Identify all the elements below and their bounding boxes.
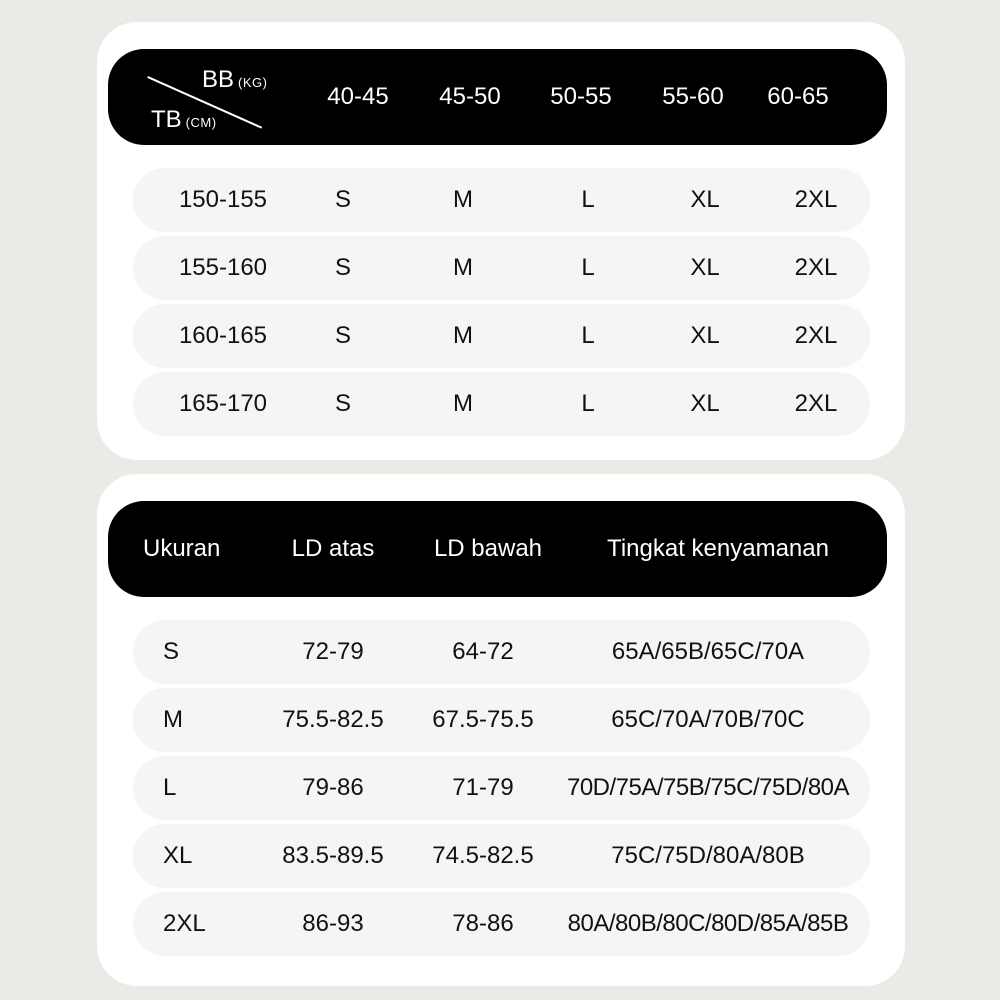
size-chart-card — [97, 22, 905, 460]
measurement-chart-header — [108, 501, 887, 597]
size-cell: XL — [690, 254, 720, 281]
height-range-cell: 155-160 — [178, 254, 268, 281]
size-cell: S — [334, 254, 351, 281]
height-axis-label — [151, 105, 217, 138]
size-cell: M — [453, 186, 473, 213]
lower-chest-cell: 78-86 — [452, 910, 514, 937]
size-cell: 2XL — [794, 322, 838, 349]
size-cell: S — [334, 322, 351, 349]
lower-chest-cell: 67.5-75.5 — [432, 706, 534, 733]
comfort-level-cell: 65A/65B/65C/70A — [611, 638, 805, 665]
size-chart-header — [108, 49, 887, 145]
size-cell: M — [453, 390, 473, 417]
table-row — [133, 168, 870, 232]
size-cell: S — [163, 638, 180, 665]
size-cell: XL — [690, 322, 720, 349]
comfort-level-cell: 65C/70A/70B/70C — [611, 706, 805, 733]
size-cell: XL — [163, 842, 193, 869]
corner-header-cell — [108, 49, 278, 145]
size-cell: L — [581, 390, 595, 417]
comfort-level-cell: 80A/80B/80C/80D/85A/85B — [567, 910, 849, 937]
lower-chest-cell: 74.5-82.5 — [432, 842, 534, 869]
size-cell: S — [334, 390, 351, 417]
height-range-cell: 150-155 — [178, 186, 268, 213]
weight-axis-label — [202, 65, 267, 98]
size-cell: M — [163, 706, 183, 733]
size-cell: L — [581, 322, 595, 349]
weight-column-header: 40-45 — [327, 83, 389, 110]
upper-chest-cell: 86-93 — [302, 910, 364, 937]
table-row — [133, 620, 870, 684]
column-header-upper-chest: LD atas — [291, 535, 375, 562]
weight-column-header: 45-50 — [439, 83, 501, 110]
size-cell: L — [163, 774, 177, 801]
table-row — [133, 304, 870, 368]
height-range-cell: 160-165 — [178, 322, 268, 349]
measurement-chart-card — [97, 474, 905, 986]
height-range-cell: 165-170 — [178, 390, 268, 417]
weight-unit: (KG) — [238, 75, 268, 90]
upper-chest-cell: 79-86 — [302, 774, 364, 801]
table-row — [133, 688, 870, 752]
size-cell: L — [581, 186, 595, 213]
table-row — [133, 824, 870, 888]
size-cell: XL — [690, 186, 720, 213]
comfort-level-cell: 75C/75D/80A/80B — [611, 842, 805, 869]
comfort-level-cell: 70D/75A/75B/75C/75D/80A — [566, 774, 850, 801]
height-label: TB — [151, 106, 182, 133]
size-cell: M — [453, 254, 473, 281]
weight-column-header: 55-60 — [662, 83, 724, 110]
table-row — [133, 756, 870, 820]
weight-column-header: 60-65 — [767, 83, 829, 110]
table-row — [133, 372, 870, 436]
size-cell: 2XL — [794, 186, 838, 213]
weight-label: BB — [202, 66, 235, 93]
size-cell: M — [453, 322, 473, 349]
column-header-lower-chest: LD bawah — [433, 535, 543, 562]
weight-column-header: 50-55 — [550, 83, 612, 110]
size-cell: 2XL — [794, 254, 838, 281]
table-row — [133, 892, 870, 956]
lower-chest-cell: 64-72 — [452, 638, 514, 665]
size-cell: S — [334, 186, 351, 213]
size-cell: XL — [690, 390, 720, 417]
column-header-comfort-level: Tingkat kenyamanan — [607, 535, 829, 562]
height-unit: (CM) — [185, 115, 217, 130]
size-cell: 2XL — [163, 910, 206, 937]
table-row — [133, 236, 870, 300]
column-header-size: Ukuran — [143, 535, 221, 562]
upper-chest-cell: 75.5-82.5 — [282, 706, 384, 733]
size-cell: 2XL — [794, 390, 838, 417]
lower-chest-cell: 71-79 — [452, 774, 514, 801]
upper-chest-cell: 83.5-89.5 — [282, 842, 384, 869]
size-cell: L — [581, 254, 595, 281]
upper-chest-cell: 72-79 — [302, 638, 364, 665]
